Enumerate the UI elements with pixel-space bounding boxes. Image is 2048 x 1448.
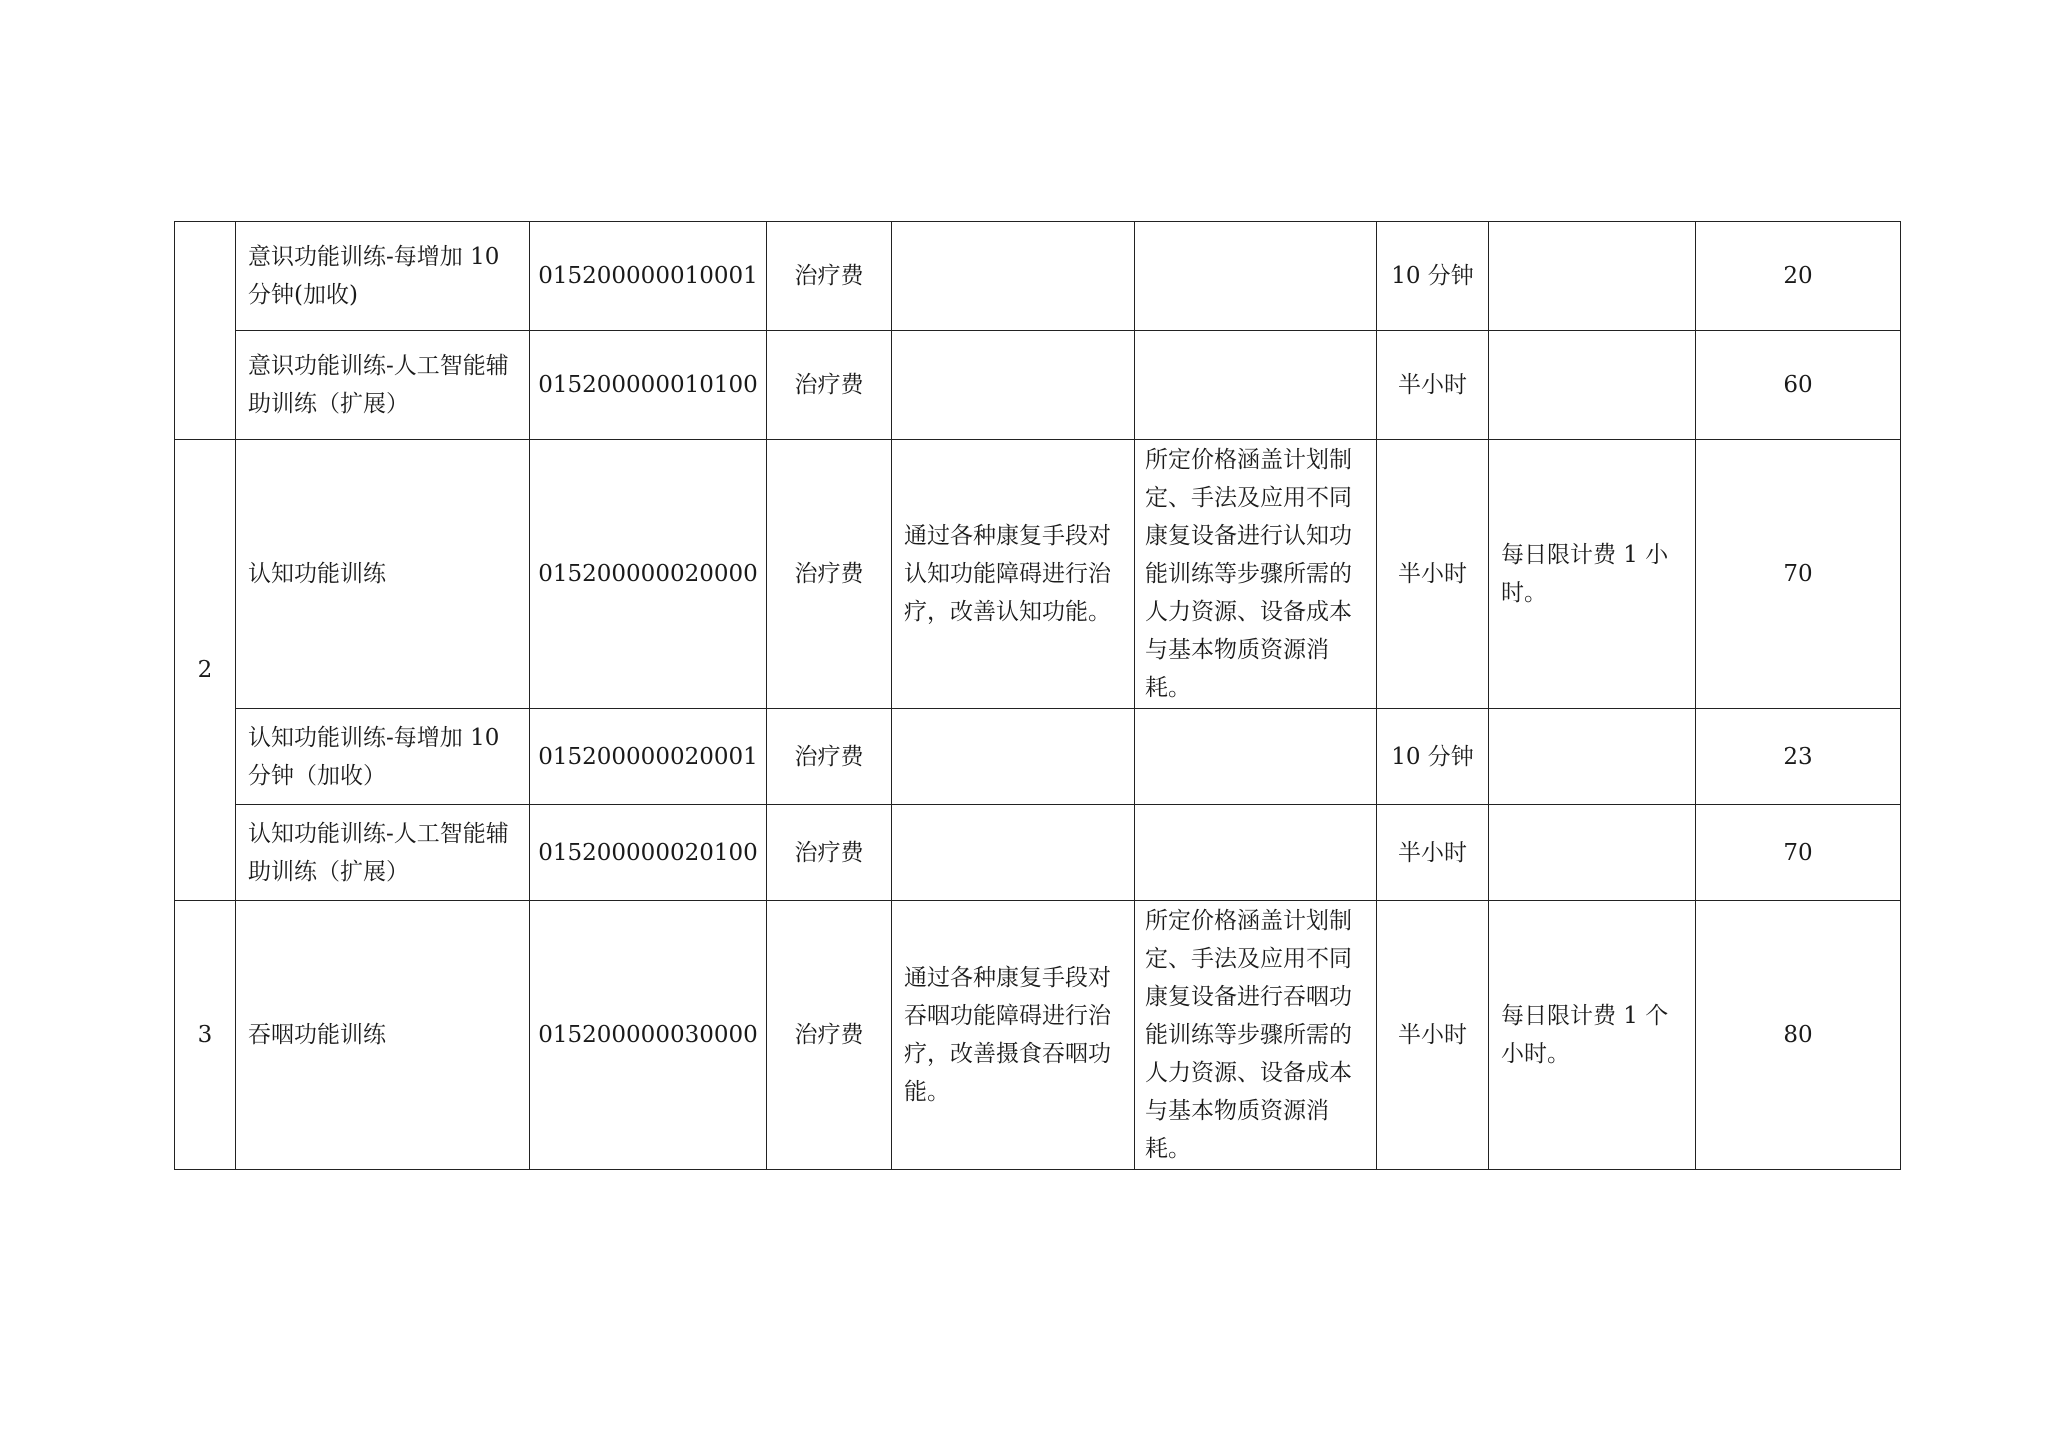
- price: 23: [1696, 709, 1901, 805]
- item-code: 015200000030000: [530, 901, 767, 1170]
- price: 60: [1696, 331, 1901, 440]
- price-table: [174, 221, 1901, 1170]
- pricing-unit: 半小时: [1377, 805, 1489, 901]
- item-name: 认知功能训练-人工智能辅助训练（扩展）: [236, 805, 530, 901]
- price-scope: [1135, 805, 1377, 901]
- row-number: 3: [175, 901, 236, 1170]
- service-description: [892, 709, 1135, 805]
- item-name: 吞咽功能训练: [236, 901, 530, 1170]
- price: 70: [1696, 440, 1901, 709]
- row-number: 2: [175, 440, 236, 901]
- pricing-unit: 10 分钟: [1377, 709, 1489, 805]
- price-scope: 所定价格涵盖计划制定、手法及应用不同康复设备进行认知功能训练等步骤所需的人力资源、设备成本与基本物质资源消耗。: [1135, 440, 1377, 709]
- item-name: 认知功能训练: [236, 440, 530, 709]
- service-description: [892, 222, 1135, 331]
- price-scope: [1135, 709, 1377, 805]
- item-name: 意识功能训练-人工智能辅助训练（扩展）: [236, 331, 530, 440]
- item-code: 015200000020001: [530, 709, 767, 805]
- table-row: [175, 222, 1901, 331]
- remarks: 每日限计费 1 个小时。: [1489, 901, 1696, 1170]
- service-description: 通过各种康复手段对认知功能障碍进行治疗，改善认知功能。: [892, 440, 1135, 709]
- price: 70: [1696, 805, 1901, 901]
- item-name: 意识功能训练-每增加 10 分钟(加收): [236, 222, 530, 331]
- table-row: [175, 709, 1901, 805]
- item-code: 015200000020100: [530, 805, 767, 901]
- item-code: 015200000010100: [530, 331, 767, 440]
- table-row: [175, 331, 1901, 440]
- item-name: 认知功能训练-每增加 10 分钟（加收）: [236, 709, 530, 805]
- pricing-unit: 半小时: [1377, 440, 1489, 709]
- table-row: [175, 440, 1901, 709]
- remarks: [1489, 222, 1696, 331]
- row-number: [175, 222, 236, 440]
- table-row: [175, 805, 1901, 901]
- service-description: 通过各种康复手段对吞咽功能障碍进行治疗，改善摄食吞咽功能。: [892, 901, 1135, 1170]
- price-scope: 所定价格涵盖计划制定、手法及应用不同康复设备进行吞咽功能训练等步骤所需的人力资源、设备成本与基本物质资源消耗。: [1135, 901, 1377, 1170]
- fee-category: 治疗费: [767, 901, 892, 1170]
- service-description: [892, 805, 1135, 901]
- price: 80: [1696, 901, 1901, 1170]
- fee-category: 治疗费: [767, 805, 892, 901]
- service-description: [892, 331, 1135, 440]
- pricing-unit: 10 分钟: [1377, 222, 1489, 331]
- fee-category: 治疗费: [767, 222, 892, 331]
- pricing-unit: 半小时: [1377, 901, 1489, 1170]
- pricing-unit: 半小时: [1377, 331, 1489, 440]
- price-scope: [1135, 222, 1377, 331]
- remarks: [1489, 805, 1696, 901]
- fee-category: 治疗费: [767, 331, 892, 440]
- price: 20: [1696, 222, 1901, 331]
- remarks: [1489, 709, 1696, 805]
- remarks: 每日限计费 1 小时。: [1489, 440, 1696, 709]
- fee-category: 治疗费: [767, 440, 892, 709]
- price-scope: [1135, 331, 1377, 440]
- item-code: 015200000020000: [530, 440, 767, 709]
- remarks: [1489, 331, 1696, 440]
- table-row: [175, 901, 1901, 1170]
- fee-category: 治疗费: [767, 709, 892, 805]
- item-code: 015200000010001: [530, 222, 767, 331]
